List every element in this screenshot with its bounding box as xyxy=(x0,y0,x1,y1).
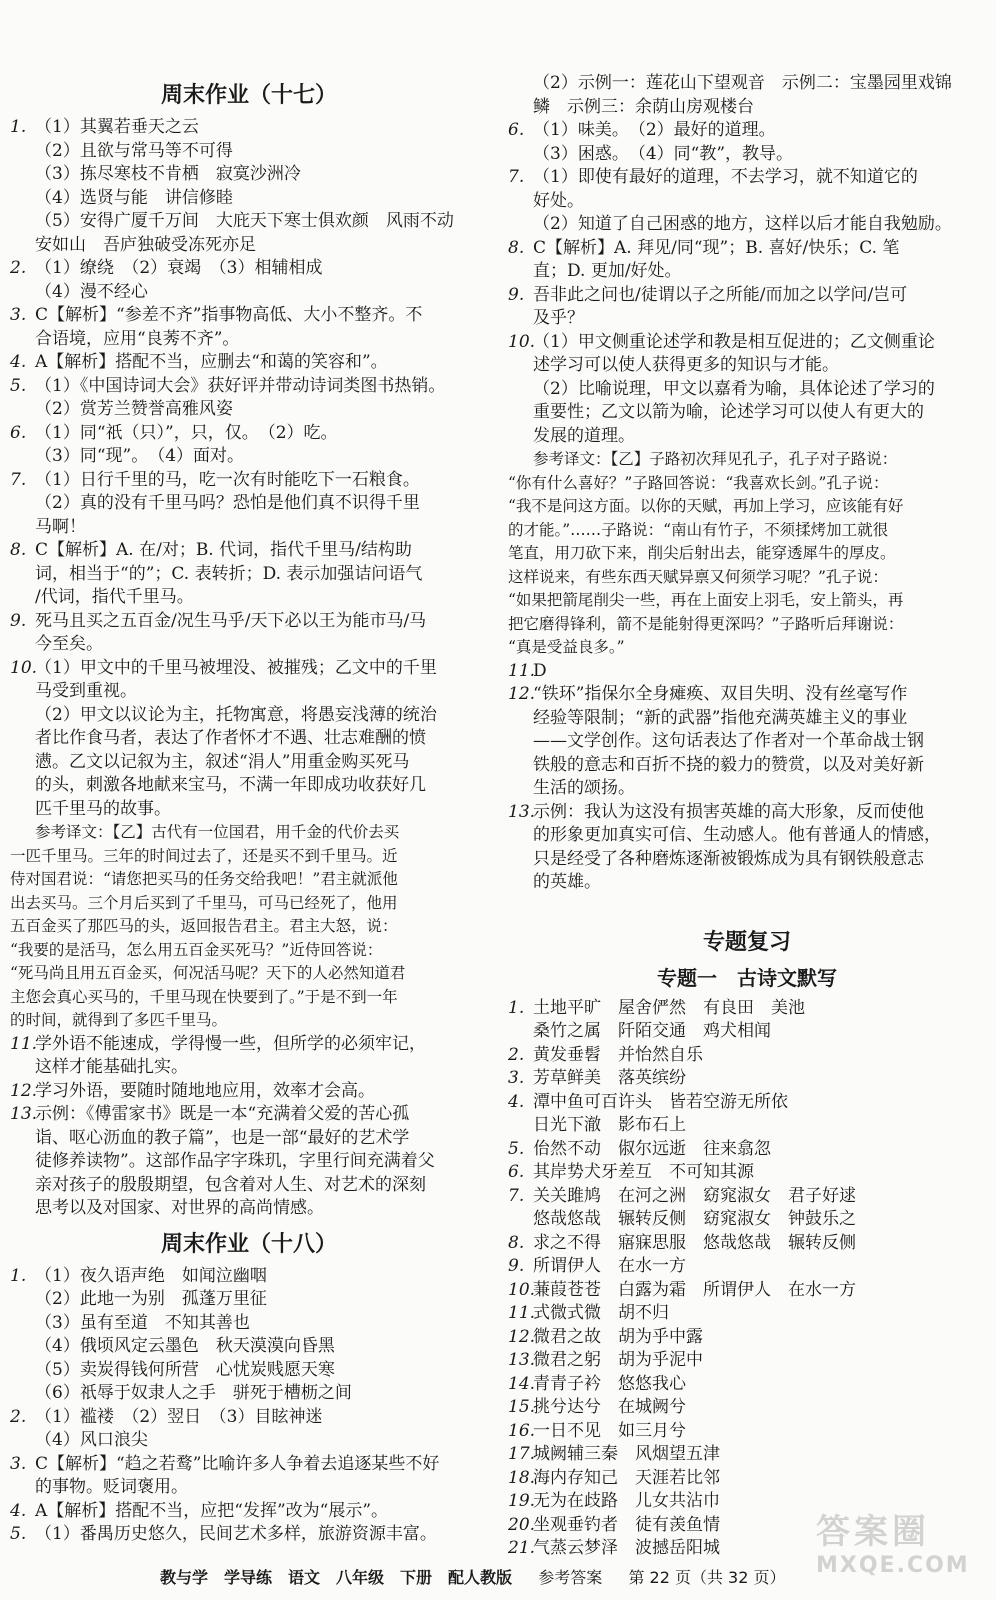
note-line: “如果把箭尾削尖一些，再在上面安上羽毛，安上箭头，再 xyxy=(508,591,904,609)
footer-page: 第 22 页（共 32 页） xyxy=(628,1568,786,1587)
item-text xyxy=(35,375,445,422)
item-text xyxy=(35,351,388,375)
answer-item xyxy=(508,1420,986,1444)
item-line: ——文学创作。这句话表达了作者对一个革命战士钢 xyxy=(533,731,924,751)
item-number: 5. xyxy=(10,1524,27,1544)
item-text xyxy=(533,1490,720,1514)
item-line: （6）祇辱于奴隶人之手 骈死于槽枥之间 xyxy=(35,1383,352,1403)
answer-item xyxy=(508,1443,986,1467)
item-text xyxy=(35,539,422,610)
translation-note xyxy=(508,448,986,660)
item-line: 其岸势犬牙差互 不可知其源 xyxy=(533,1162,754,1182)
item-line: 关关雎鸠 在河之洲 窈窕淑女 君子好逑 xyxy=(533,1185,856,1206)
item-line: 发展的道理。 xyxy=(533,425,635,446)
item-text xyxy=(533,1067,686,1091)
item-line: 学习外语，要随时随地地应用，效率才会高。 xyxy=(35,1080,375,1101)
note-line: “死马尚且用五百金买，何况活马呢？天下的人必然知道君 xyxy=(10,964,406,982)
item-line: /代词，指代千里马。 xyxy=(35,587,194,607)
item-line: C【解析】“趋之若鹜”比喻许多人争着去追逐某些不好 xyxy=(35,1453,440,1474)
item-line: 死马且买之五百金/况生马乎/天下必以王为能市马/马 xyxy=(35,610,427,631)
section-heading: 周末作业（十七） xyxy=(160,83,337,108)
answer-item xyxy=(508,1255,986,1279)
item-line: 微君之故 胡为乎中露 xyxy=(533,1326,703,1347)
item-text xyxy=(35,1453,439,1500)
item-line: 城阙辅三秦 风烟望五津 xyxy=(533,1444,720,1464)
item-number: 6. xyxy=(508,1162,525,1182)
item-line: （1）同“祇（只）”，只，仅。 （2）吃。 xyxy=(35,422,338,443)
item-line: （3）虽有至道 不知其善也 xyxy=(35,1312,250,1333)
answer-item xyxy=(508,237,986,284)
item-text xyxy=(35,469,420,540)
item-line: （2）甲文以议论为主，托物寓意，将愚妄浅薄的统治 xyxy=(35,704,437,725)
item-text xyxy=(533,801,941,895)
item-number: 18. xyxy=(508,1467,536,1488)
item-line: 挑兮达兮 在城阙兮 xyxy=(533,1397,686,1417)
item-line: 重要性；乙文以箭为喻，论述学习可以使人有更大的 xyxy=(533,402,924,422)
answer-item xyxy=(10,469,488,540)
item-line: 桑竹之属 阡陌交通 鸡犬相闻 xyxy=(533,1021,771,1041)
answer-item xyxy=(508,1091,986,1138)
item-text xyxy=(533,1255,686,1279)
answer-item xyxy=(508,997,986,1044)
item-line: 式微式微 胡不归 xyxy=(533,1303,669,1323)
item-text xyxy=(533,683,924,801)
item-line: 亲对孩子的殷殷期望，包含着对人生、对艺术的深刻 xyxy=(35,1174,426,1195)
item-text xyxy=(533,1349,703,1373)
note-line: 参考译文：【乙】古代有一位国君，用千金的代价去买 xyxy=(35,823,400,841)
item-number: 16. xyxy=(508,1420,536,1441)
answer-item xyxy=(10,1453,488,1500)
item-number: 8. xyxy=(508,237,525,258)
section-subheading: 专题一 古诗文默写 xyxy=(657,965,837,990)
item-line: 青青子衿 悠悠我心 xyxy=(533,1373,686,1394)
item-line: 悠哉悠哉 辗转反侧 窈窕淑女 钟鼓乐之 xyxy=(533,1209,856,1229)
answer-item xyxy=(10,116,488,257)
item-line: 吾非此之问也/徒谓以子之所能/而加之以学问/岂可 xyxy=(533,284,908,305)
translation-note xyxy=(10,821,488,1033)
item-text xyxy=(533,1161,754,1185)
item-line: 只是经受了各种磨炼逐渐被锻炼成为具有钢铁般意志 xyxy=(533,848,924,869)
item-line: （1）日行千里的马，吃一次有时能吃下一石粮食。 xyxy=(35,469,420,490)
item-line: C【解析】“参差不齐”指事物高低、大小不整齐。不 xyxy=(35,305,423,325)
item-number xyxy=(508,72,533,119)
item-number: 7. xyxy=(508,1185,525,1206)
item-number: 12. xyxy=(508,684,536,704)
answer-item xyxy=(508,1467,986,1491)
item-line: “铁环”指保尔全身瘫痪、双目失明、没有丝毫写作 xyxy=(533,684,908,704)
item-line: （3）拣尽寒枝不肯栖 寂寞沙洲冷 xyxy=(35,164,301,184)
item-line: 匹千里马的故事。 xyxy=(35,798,171,819)
item-line: 马啊！ xyxy=(35,516,86,537)
item-number: 7. xyxy=(508,167,525,187)
item-line: （2）示例一：莲花山下望观音 示例二：宝墨园里戏锦 xyxy=(533,73,952,93)
item-line: 的形象更加真实可信、生动感人。他有普通人的情感， xyxy=(533,825,941,845)
item-number: 19. xyxy=(508,1491,536,1511)
item-number: 13. xyxy=(508,801,536,822)
item-text xyxy=(533,1302,669,1326)
answer-item xyxy=(508,660,986,684)
answer-item xyxy=(10,1523,488,1547)
item-line: 蒹葭苍苍 白露为霜 所谓伊人 在水一方 xyxy=(533,1279,856,1300)
item-line: 无为在歧路 儿女共沾巾 xyxy=(533,1491,720,1511)
item-line: 芳草鲜美 落英缤纷 xyxy=(533,1068,686,1088)
item-line: （1）味美。 （2）最好的道理。 xyxy=(533,120,776,140)
answer-item xyxy=(508,72,986,119)
item-number: 20. xyxy=(508,1514,536,1535)
note-line: 侍对国君说：“请您把买马的任务交给我吧！”君主就派他 xyxy=(10,870,398,888)
item-number: 2. xyxy=(10,258,27,278)
item-line: 及乎？ xyxy=(533,308,584,328)
item-text xyxy=(533,1467,720,1491)
answer-item xyxy=(10,610,488,657)
item-number: 7. xyxy=(10,469,27,490)
item-number: 10. xyxy=(508,331,536,352)
item-number: 3. xyxy=(10,305,27,325)
item-number: 5. xyxy=(10,375,27,396)
item-line: （4）漫不经心 xyxy=(35,281,148,302)
item-text xyxy=(533,1537,720,1561)
item-line: （2）赏芳兰赞誉高雅风姿 xyxy=(35,399,233,419)
answer-item xyxy=(10,1103,488,1221)
item-text xyxy=(533,997,805,1044)
item-line: A【解析】搭配不当，应删去“和蔼的笑容和”。 xyxy=(35,352,388,372)
item-text xyxy=(35,116,454,257)
item-number: 17. xyxy=(508,1444,536,1464)
item-line: 示例：我认为这没有损害英雄的高大形象，反而使他 xyxy=(533,801,924,822)
watermark-title: 答案圈 xyxy=(816,1512,930,1552)
answer-item xyxy=(10,1033,488,1080)
item-line: 潭中鱼可百许头 皆若空游无所依 xyxy=(533,1091,788,1112)
answer-item xyxy=(508,1373,986,1397)
item-line: 土地平旷 屋舍俨然 有良田 美池 xyxy=(533,997,805,1018)
item-line: 的头，刺激各地献来宝马，不满一年即成功收获好几 xyxy=(35,775,426,795)
note-line: 的才能。”……子路说：“南山有竹子，不须揉烤加工就很 xyxy=(508,520,889,539)
item-line: （5）卖炭得钱何所营 心忧炭贱愿天寒 xyxy=(35,1359,335,1380)
item-text xyxy=(533,1443,720,1467)
note-line: 五百金买了那匹马的头，返回报告君主。君主大怒，说： xyxy=(10,917,398,935)
note-line: 主您会真心买马的，千里马现在快要到了。”于是不到一年 xyxy=(10,987,398,1006)
item-number: 9. xyxy=(508,1256,525,1276)
item-line: （2）比喻说理，甲文以嘉肴为喻，具体论述了学习的 xyxy=(533,378,935,399)
item-line: 安如山 吾庐独破受冻死亦足 xyxy=(35,234,256,255)
item-text xyxy=(533,1232,856,1256)
right-column xyxy=(508,72,986,1561)
answer-item xyxy=(508,284,986,331)
item-text xyxy=(533,1514,720,1538)
answer-item xyxy=(508,1302,986,1326)
item-number: 3. xyxy=(10,1453,27,1474)
item-text xyxy=(35,1265,352,1406)
item-line: （1）缭绕 （2）衰竭 （3）相辅相成 xyxy=(35,258,323,278)
footer-series: 教与学 学导练 语文 八年级 下册 配人教版 xyxy=(160,1568,513,1587)
item-line: （2）此地一为别 孤蓬万里征 xyxy=(35,1289,267,1309)
answer-item xyxy=(508,1349,986,1373)
item-text xyxy=(533,1185,856,1232)
item-line: （1）甲文侧重论述学和教是相互促进的；乙文侧重论 xyxy=(533,331,935,352)
item-line: （4）俄顷风定云墨色 秋天漠漠向昏黑 xyxy=(35,1336,335,1356)
item-line: 经验等限制；“新的武器”指他充满英雄主义的事业 xyxy=(533,707,908,728)
item-text xyxy=(35,257,322,304)
item-line: （1）番禺历史悠久，民间艺术多样，旅游资源丰富。 xyxy=(35,1524,437,1544)
item-number: 8. xyxy=(10,540,27,560)
item-text xyxy=(35,657,437,822)
item-text xyxy=(533,1091,788,1138)
item-line: 者比作食马者，表达了作者怀才不遇、壮志难酬的愤 xyxy=(35,728,426,748)
note-line: 出去买马。三个月后买到了千里马，可马已经死了，他用 xyxy=(10,893,398,912)
item-number: 1. xyxy=(10,1265,27,1286)
answer-item xyxy=(10,304,488,351)
item-line: 鳞 示例三：余荫山房观楼台 xyxy=(533,96,754,117)
item-text xyxy=(533,72,952,119)
item-line: 好处。 xyxy=(533,190,584,211)
item-text xyxy=(35,304,422,351)
item-text xyxy=(533,166,952,237)
item-number: 8. xyxy=(508,1232,525,1253)
item-number: 5. xyxy=(508,1138,525,1159)
item-line: （2）且欲与常马等不可得 xyxy=(35,140,233,161)
note-line: “我不是问这方面。以你的天赋，再加上学习，应该能有好 xyxy=(508,497,904,515)
item-line: （1）甲文中的千里马被埋没、被摧残；乙文中的千里 xyxy=(35,657,437,678)
item-line: 求之不得 寤寐思服 悠哉悠哉 辗转反侧 xyxy=(533,1232,856,1253)
footer-section: 参考答案 xyxy=(538,1568,603,1587)
answer-item xyxy=(508,801,986,895)
answer-item xyxy=(10,375,488,422)
item-number: 6. xyxy=(10,422,27,443)
item-text xyxy=(533,660,547,684)
item-number: 9. xyxy=(10,610,27,631)
item-line: （4）风口浪尖 xyxy=(35,1430,148,1450)
answer-item xyxy=(508,1067,986,1091)
item-line: 生活的颂扬。 xyxy=(533,778,635,798)
item-line: （1）《中国诗词大会》获好评并带动诗词类图书热销。 xyxy=(35,375,446,396)
item-line: 学外语不能速成，学得慢一些，但所学的必须牢记， xyxy=(35,1033,426,1054)
item-text xyxy=(533,1396,686,1420)
item-text xyxy=(533,284,907,331)
answer-item xyxy=(10,257,488,304)
item-text xyxy=(533,119,793,166)
page-footer xyxy=(160,1565,786,1588)
item-line: （1）其翼若垂天之云 xyxy=(35,117,199,137)
item-number: 4. xyxy=(508,1091,525,1112)
item-text xyxy=(533,1138,771,1162)
item-line: 词，相当于“的”；C. 表转折；D. 表示加强诘问语气 xyxy=(35,563,423,584)
answer-item xyxy=(10,539,488,610)
item-line: （3）困惑。 （4）同“教”，教导。 xyxy=(533,143,794,164)
answer-item xyxy=(10,1265,488,1406)
item-line: （5）安得广厦千万间 大庇天下寒士俱欢颜 风雨不动 xyxy=(35,211,454,231)
answer-item xyxy=(10,1406,488,1453)
item-line: 一日不见 如三月兮 xyxy=(533,1420,686,1441)
answer-item xyxy=(508,683,986,801)
item-text xyxy=(533,1044,703,1068)
section-heading: 专题复习 xyxy=(702,929,791,955)
item-line: 述学习可以使人获得更多的知识与才能。 xyxy=(533,355,839,375)
item-line: 铁般的意志和百折不挠的毅力的赞赏，以及对美好新 xyxy=(533,754,924,775)
item-number: 10. xyxy=(508,1279,536,1300)
item-line: 合语境，应用“良莠不齐”。 xyxy=(35,328,240,349)
section-heading: 周末作业（十八） xyxy=(160,1231,337,1257)
item-number: 4. xyxy=(10,352,27,372)
item-text xyxy=(533,1279,856,1303)
item-number: 9. xyxy=(508,284,525,305)
item-line: （2）真的没有千里马吗？恐怕是他们真不识得千里 xyxy=(35,493,420,513)
item-line: 马受到重视。 xyxy=(35,681,137,701)
item-number: 11. xyxy=(10,1033,38,1054)
answer-item xyxy=(10,422,488,469)
answer-item xyxy=(10,1080,488,1104)
item-text xyxy=(35,1406,322,1453)
item-text xyxy=(35,1033,426,1080)
note-line: “我要的是活马，怎么用五百金买死马？”近侍回答说： xyxy=(10,940,383,959)
answer-item xyxy=(508,1138,986,1162)
item-line: C【解析】A. 拜见/同“现”；B. 喜好/快乐；C. 笔 xyxy=(533,237,900,258)
item-number: 3. xyxy=(508,1068,525,1088)
item-text xyxy=(35,1080,375,1104)
note-line: 的时间，就得到了多匹千里马。 xyxy=(10,1011,228,1029)
item-line: 徒修养读物”。这部作品字字珠玑，字里行间充满着父 xyxy=(35,1151,435,1171)
answer-item xyxy=(508,331,986,449)
item-number: 2. xyxy=(508,1044,525,1065)
item-number: 11. xyxy=(508,1303,536,1323)
item-number: 13. xyxy=(10,1104,38,1124)
item-line: 坐观垂钓者 徒有羡鱼情 xyxy=(533,1514,720,1535)
item-line: 这样才能基础扎实。 xyxy=(35,1057,188,1077)
item-line: D xyxy=(533,660,547,681)
item-line: （4）选贤与能 讲信修睦 xyxy=(35,187,233,208)
item-number: 12. xyxy=(10,1080,38,1101)
item-text xyxy=(533,331,935,449)
item-line: C【解析】A. 在/对；B. 代词，指代千里马/结构助 xyxy=(35,540,412,560)
item-number: 1. xyxy=(508,997,525,1018)
item-line: 气蒸云梦泽 波撼岳阳城 xyxy=(533,1538,720,1558)
item-text xyxy=(533,1326,703,1350)
note-line: “真是受益良多。” xyxy=(508,638,625,656)
watermark-logo xyxy=(816,1504,976,1582)
answer-item xyxy=(508,1044,986,1068)
item-line: 今至矣。 xyxy=(35,634,103,654)
item-line: 微君之躬 胡为乎泥中 xyxy=(533,1350,703,1370)
item-line: （1）即使有最好的道理，不去学习，就不知道它的 xyxy=(533,167,918,187)
answer-item xyxy=(508,1161,986,1185)
answer-item xyxy=(508,1232,986,1256)
watermark-url: MXQE.COM xyxy=(816,1553,970,1578)
note-line: 把它磨得锋利，箭不是能射得更深吗？”子路听后拜谢说： xyxy=(508,614,904,633)
item-line: A【解析】搭配不当，应把“发挥”改为“展示”。 xyxy=(35,1500,389,1521)
answer-item xyxy=(508,1326,986,1350)
answer-item xyxy=(10,1500,488,1524)
item-text xyxy=(533,1373,686,1397)
item-text xyxy=(35,1500,388,1524)
item-line: 懑。乙文以记叙为主，叙述“涓人”用重金购买死马 xyxy=(35,751,410,772)
item-number: 14. xyxy=(508,1373,536,1394)
answer-item xyxy=(508,1185,986,1232)
note-line: 这样说来，有些东西天赋异禀又何须学习呢？”孔子说： xyxy=(508,567,888,586)
item-number: 4. xyxy=(10,1500,27,1521)
item-line: 所谓伊人 在水一方 xyxy=(533,1256,686,1276)
answer-item xyxy=(508,119,986,166)
note-line: 参考译文：【乙】子路初次拜见孔子，孔子对子路说： xyxy=(533,450,898,468)
item-number: 15. xyxy=(508,1397,536,1417)
item-line: （1）褴褛 （2）翌日 （3）目眩神迷 xyxy=(35,1406,323,1427)
item-line: （3）同“现”。 （4）面对。 xyxy=(35,446,245,466)
item-text xyxy=(35,422,338,469)
answer-item xyxy=(10,351,488,375)
item-line: 的事物。贬词褒用。 xyxy=(35,1477,188,1497)
note-line: “你有什么喜好？”子路回答说：“我喜欢长剑。”孔子说： xyxy=(508,473,889,492)
item-line: 示例：《傅雷家书》既是一本“充满着父爱的苦心孤 xyxy=(35,1104,410,1124)
answer-item xyxy=(508,1279,986,1303)
item-number: 21. xyxy=(508,1538,536,1558)
note-line: 一匹千里马。三年的时间过去了，还是买不到千里马。近 xyxy=(10,846,398,865)
item-line: 思考以及对国家、对世界的高尚情感。 xyxy=(35,1198,324,1218)
item-line: （1）夜久语声绝 如闻泣幽咽 xyxy=(35,1265,267,1286)
item-text xyxy=(35,1523,437,1547)
left-column xyxy=(10,72,488,1547)
item-line: 黄发垂髫 并怡然自乐 xyxy=(533,1044,703,1065)
item-text xyxy=(35,610,426,657)
item-line: 的英雄。 xyxy=(533,872,601,892)
answer-item xyxy=(10,657,488,822)
item-line: 佁然不动 俶尔远逝 往来翕忽 xyxy=(533,1138,771,1159)
item-number: 13. xyxy=(508,1350,536,1370)
item-number: 1. xyxy=(10,117,27,137)
item-line: 海内存知己 天涯若比邻 xyxy=(533,1467,720,1488)
answer-item xyxy=(508,1396,986,1420)
item-text xyxy=(533,1420,686,1444)
item-number: 10. xyxy=(10,657,38,678)
item-line: 直；D. 更加/好处。 xyxy=(533,261,682,281)
item-text xyxy=(533,237,899,284)
item-line: 日光下澈 影布石上 xyxy=(533,1115,686,1135)
item-text xyxy=(35,1103,435,1221)
item-number: 2. xyxy=(10,1406,27,1427)
item-number: 12. xyxy=(508,1326,536,1347)
item-line: 诣、呕心沥血的教子篇”，也是一部“最好的艺术学 xyxy=(35,1127,410,1148)
item-number: 11. xyxy=(508,660,536,681)
item-number: 6. xyxy=(508,120,525,140)
item-line: （2）知道了自己困惑的地方，这样以后才能自我勉励。 xyxy=(533,214,952,234)
note-line: 笔直，用刀砍下来，削尖后射出去，能穿透犀牛的厚皮。 xyxy=(508,544,896,562)
answer-item xyxy=(508,166,986,237)
